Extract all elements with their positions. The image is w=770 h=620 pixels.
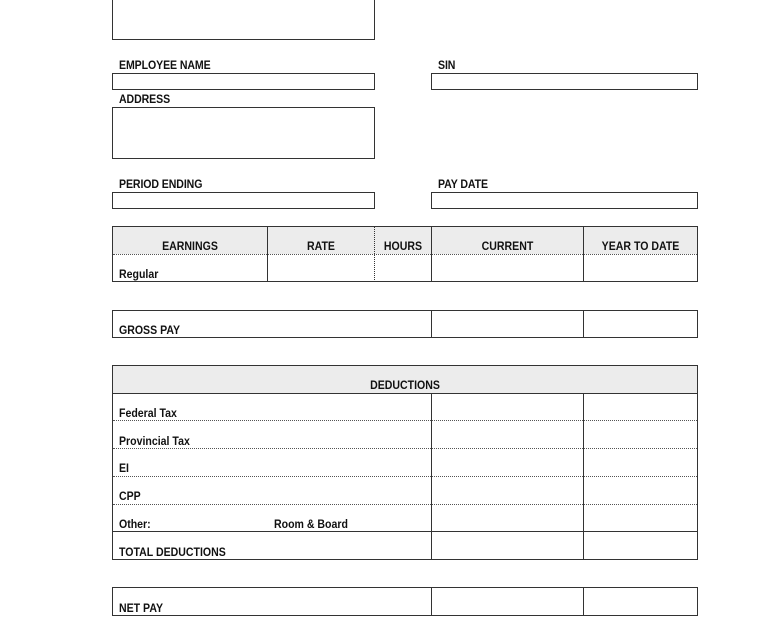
address-field[interactable] — [112, 107, 375, 159]
gross-pay-divider-2 — [583, 310, 584, 338]
earnings-header-rate: RATE — [307, 239, 335, 253]
gross-pay-row — [112, 310, 698, 338]
earnings-col-divider-3 — [431, 226, 432, 282]
deductions-col-divider-1 — [431, 393, 432, 560]
period-ending-field[interactable] — [112, 192, 375, 209]
earnings-col-divider-4 — [583, 226, 584, 282]
gross-pay-label: GROSS PAY — [119, 323, 181, 337]
deduction-provincial-tax: Provincial Tax — [119, 434, 190, 448]
pay-date-label: PAY DATE — [438, 177, 488, 191]
deduction-ei: EI — [119, 461, 129, 475]
deductions-line-2 — [113, 420, 697, 421]
deductions-line-6 — [113, 531, 697, 532]
deduction-cpp: CPP — [119, 489, 141, 503]
earnings-col-divider-1 — [267, 226, 268, 282]
sin-label: SIN — [438, 58, 456, 72]
gross-pay-divider-1 — [431, 310, 432, 338]
earnings-header-current: CURRENT — [481, 239, 534, 253]
sin-field[interactable] — [431, 73, 698, 90]
net-pay-label: NET PAY — [119, 601, 164, 615]
earnings-header-earnings: EARNINGS — [162, 239, 218, 253]
earnings-row-regular: Regular — [119, 267, 159, 281]
top-partial-field[interactable] — [112, 0, 375, 40]
deductions-line-3 — [113, 448, 697, 449]
deduction-other-label: Other: — [119, 517, 151, 531]
deductions-line-5 — [113, 504, 697, 505]
pay-date-field[interactable] — [431, 192, 698, 209]
deduction-federal-tax: Federal Tax — [119, 406, 177, 420]
deductions-line-4 — [113, 476, 697, 477]
deduction-other-value: Room & Board — [274, 517, 348, 531]
earnings-header-ytd: YEAR TO DATE — [601, 239, 680, 253]
employee-name-label: EMPLOYEE NAME — [119, 58, 211, 72]
total-deductions-label: TOTAL DEDUCTIONS — [119, 545, 226, 559]
earnings-header-divider — [113, 254, 697, 255]
net-pay-divider-2 — [583, 587, 584, 616]
net-pay-divider-1 — [431, 587, 432, 616]
deductions-title: DEDUCTIONS — [370, 378, 440, 392]
deductions-line-1 — [113, 393, 697, 394]
earnings-header-hours: HOURS — [383, 239, 423, 253]
employee-name-field[interactable] — [112, 73, 375, 90]
deductions-col-divider-2 — [583, 393, 584, 560]
earnings-col-divider-2 — [374, 226, 375, 282]
period-ending-label: PERIOD ENDING — [119, 177, 203, 191]
address-label: ADDRESS — [119, 92, 171, 106]
net-pay-row — [112, 587, 698, 616]
